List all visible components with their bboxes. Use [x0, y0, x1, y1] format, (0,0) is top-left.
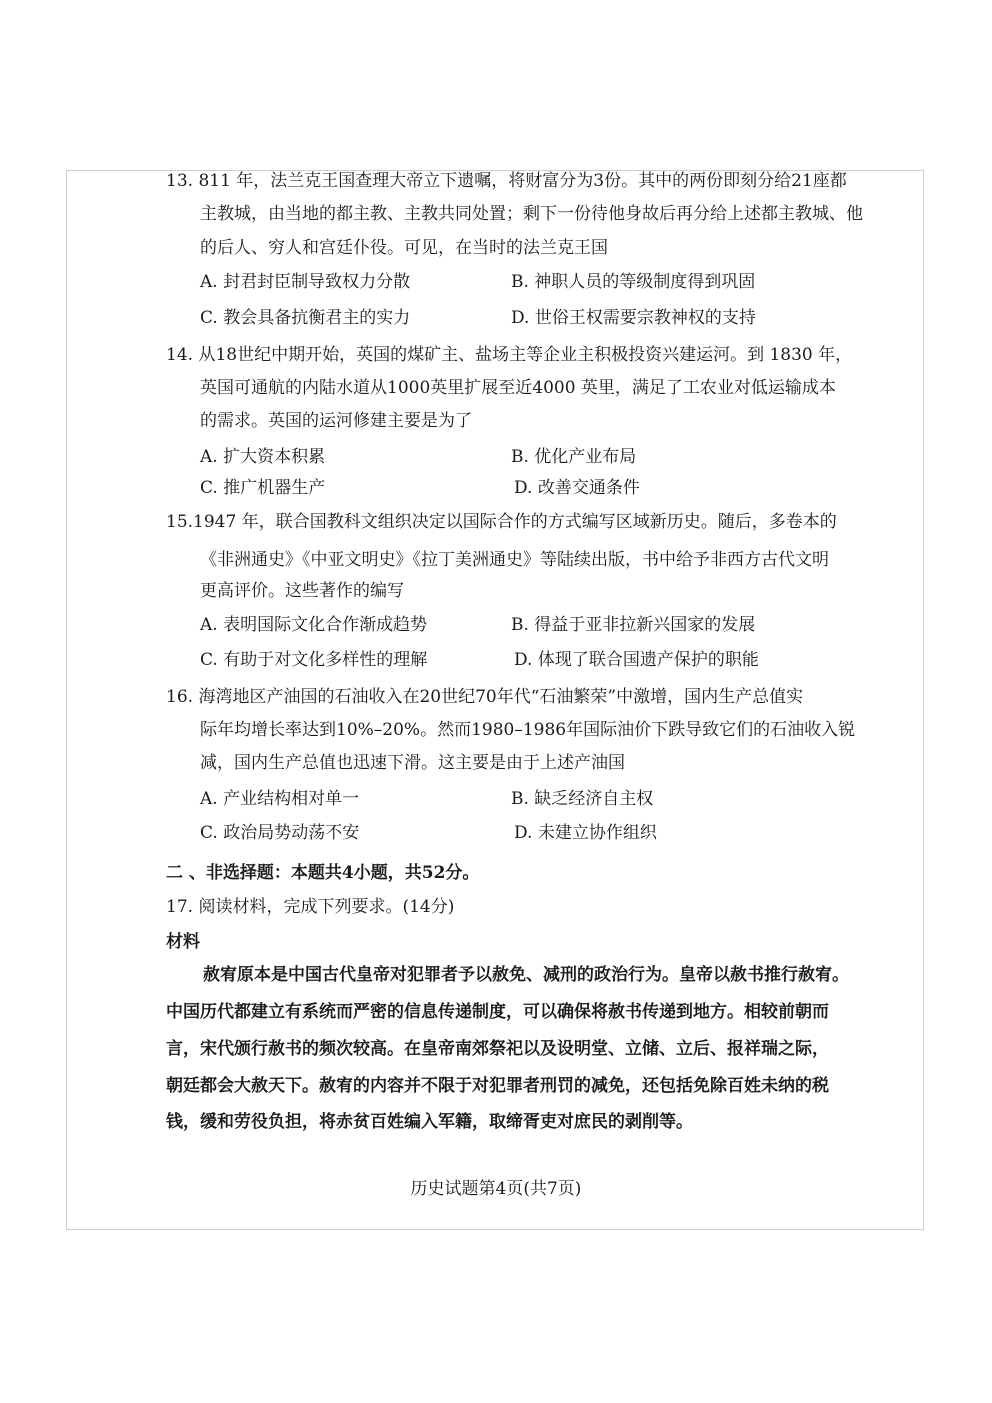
material-line-1: 赦宥原本是中国古代皇帝对犯罪者予以赦免、减刑的政治行为。皇帝以赦书推行赦宥。	[203, 965, 849, 985]
q16-option-a[interactable]: A. 产业结构相对单一	[200, 789, 360, 809]
material-line-4: 朝廷都会大赦天下。赦宥的内容并不限于对犯罪者刑罚的减免，还包括免除百姓未纳的税	[166, 1076, 829, 1096]
q16-option-d[interactable]: D. 未建立协作组织	[514, 823, 657, 843]
q13-line-3: 的后人、穷人和宫廷仆役。可见，在当时的法兰克王国	[200, 238, 608, 258]
section-2-heading: 二 、非选择题：本题共4小题，共52分。	[166, 863, 480, 883]
q14-option-a[interactable]: A. 扩大资本积累	[200, 447, 326, 467]
q14-option-c[interactable]: C. 推广机器生产	[200, 478, 326, 498]
q16-line-2: 际年均增长率达到10%–20%。然而1980–1986年国际油价下跌导致它们的石油收入锐	[200, 720, 856, 740]
q16-line-1: 16. 海湾地区产油国的石油收入在20世纪70年代“石油繁荣”中激增，国内生产总值实	[166, 687, 804, 707]
q15-option-c[interactable]: C. 有助于对文化多样性的理解	[200, 650, 428, 670]
q13-option-c[interactable]: C. 教会具备抗衡君主的实力	[200, 308, 411, 328]
q13-option-a[interactable]: A. 封君封臣制导致权力分散	[200, 272, 411, 292]
material-line-5: 钱，缓和劳役负担，将赤贫百姓编入军籍，取缔胥吏对庶民的剥削等。	[166, 1112, 693, 1132]
q14-line-3: 的需求。英国的运河修建主要是为了	[200, 411, 472, 431]
material-line-3: 言，宋代颁行赦书的频次较高。在皇帝南郊祭祀以及设明堂、立储、立后、报祥瑞之际，	[166, 1039, 829, 1059]
q17-prompt: 17. 阅读材料，完成下列要求。(14分)	[166, 897, 455, 917]
q14-option-d[interactable]: D. 改善交通条件	[514, 478, 640, 498]
q16-option-c[interactable]: C. 政治局势动荡不安	[200, 823, 360, 843]
q16-line-3: 减，国内生产总值也迅速下滑。这主要是由于上述产油国	[200, 753, 625, 773]
q15-line-1: 15.1947 年，联合国教科文组织决定以国际合作的方式编写区域新历史。随后，多卷本的	[166, 512, 837, 532]
q15-line-2: 《非洲通史》《中亚文明史》《拉丁美洲通史》等陆续出版，书中给予非西方古代文明	[200, 550, 829, 570]
q14-option-b[interactable]: B. 优化产业布局	[511, 447, 637, 467]
q15-option-a[interactable]: A. 表明国际文化合作渐成趋势	[200, 615, 428, 635]
q13-option-d[interactable]: D. 世俗王权需要宗教神权的支持	[511, 308, 756, 328]
q13-line-2: 主教城，由当地的都主教、主教共同处置；剩下一份待他身故后再分给上述都主教城、他	[200, 204, 863, 224]
q13-option-b[interactable]: B. 神职人员的等级制度得到巩固	[511, 272, 756, 292]
q15-option-d[interactable]: D. 体现了联合国遗产保护的职能	[514, 650, 759, 670]
q15-option-b[interactable]: B. 得益于亚非拉新兴国家的发展	[511, 615, 756, 635]
page-footer: 历史试题第4页(共7页)	[410, 1179, 582, 1199]
q13-line-1: 13. 811 年，法兰克王国查理大帝立下遗嘱，将财富分为3份。其中的两份即刻分给21座都	[166, 171, 847, 191]
material-line-2: 中国历代都建立有系统而严密的信息传递制度，可以确保将赦书传递到地方。相较前朝而	[166, 1002, 829, 1022]
q16-option-b[interactable]: B. 缺乏经济自主权	[511, 789, 654, 809]
q14-line-1: 14. 从18世纪中期开始，英国的煤矿主、盐场主等企业主积极投资兴建运河。到 1830 年，	[166, 345, 853, 365]
q14-line-2: 英国可通航的内陆水道从1000英里扩展至近4000 英里，满足了工农业对低运输成本	[200, 378, 836, 398]
material-label: 材料	[166, 932, 200, 952]
q15-line-3: 更高评价。这些著作的编写	[200, 581, 404, 601]
